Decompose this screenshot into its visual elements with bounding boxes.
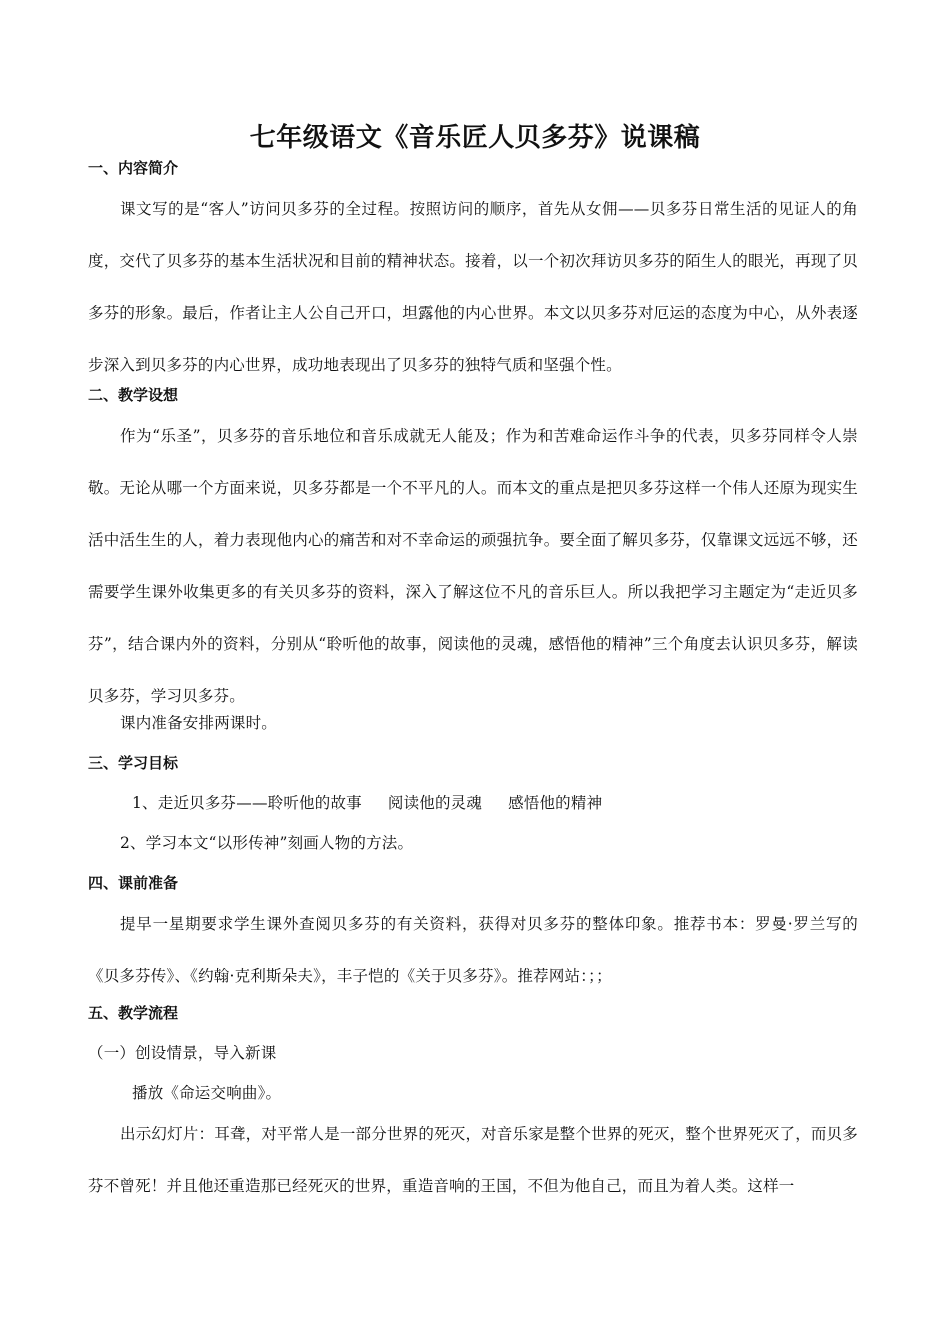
design-note: 课内准备安排两课时。: [120, 714, 278, 732]
page-title: 七年级语文《音乐匠人贝多芬》说课稿: [249, 123, 701, 153]
goal-item-1: [132, 792, 602, 814]
goal-item-1-part2: 阅读他的灵魂: [387, 794, 483, 812]
goal-item-1-main: 1、走近贝多芬——聆听他的故事: [132, 794, 362, 812]
section-heading-design: 二、教学设想: [88, 386, 179, 404]
design-paragraph: 作为“乐圣”，贝多芬的音乐地位和音乐成就无人能及；作为和苦难命运作斗争的代表，贝多芬同样令人崇敬。无论从哪一个方面来说，贝多芬都是一个不平凡的人。而本文的重点是把贝多芬这样一个伟人还原为现实生活中活生生的人，着力表现他内心的痛苦和对不幸命运的顽强抗争。要全面了解贝多芬，仅靠课文远远不够，还需要学生课外收集更多的有关贝多芬的资料，深入了解这位不凡的音乐巨人。所以我把学习主题定为“走近贝多芬”，结合课内外的资料，分别从“聆听他的故事，阅读他的灵魂，感悟他的精神”三个角度去认识贝多芬，解读贝多芬，学习贝多芬。: [88, 427, 858, 705]
section-heading-intro: 一、内容简介: [88, 159, 179, 177]
section-heading-goals: 三、学习目标: [88, 754, 179, 772]
process-step-1: （一）创设情景，导入新课: [88, 1044, 277, 1062]
section-heading-process: 五、教学流程: [88, 1004, 179, 1022]
goal-item-1-part3: 感悟他的精神: [508, 794, 603, 812]
section-heading-prep: 四、课前准备: [88, 874, 179, 892]
prep-paragraph: 提早一星期要求学生课外查阅贝多芬的有关资料，获得对贝多芬的整体印象。推荐书本：罗曼·罗兰写的《贝多芬传》、《约翰·克利斯朵夫》，丰子恺的《关于贝多芬》。推荐网站：；；: [88, 915, 858, 985]
process-paragraph: 出示幻灯片：耳聋，对平常人是一部分世界的死灭，对音乐家是整个世界的死灭，整个世界死灭了，而贝多芬不曾死！并且他还重造那已经死灭的世界，重造音响的王国，不但为他自己，而且为着人类。这样一: [88, 1125, 858, 1195]
intro-paragraph: 课文写的是“客人”访问贝多芬的全过程。按照访问的顺序，首先从女佣——贝多芬日常生活的见证人的角度，交代了贝多芬的基本生活状况和目前的精神状态。接着，以一个初次拜访贝多芬的陌生人的眼光，再现了贝多芬的形象。最后，作者让主人公自己开口，坦露他的内心世界。本文以贝多芬对厄运的态度为中心，从外表逐步深入到贝多芬的内心世界，成功地表现出了贝多芬的独特气质和坚强个性。: [88, 200, 858, 374]
process-play-line: 播放《命运交响曲》。: [132, 1084, 282, 1102]
goal-item-2: 2、学习本文“以形传神”刻画人物的方法。: [120, 834, 414, 852]
